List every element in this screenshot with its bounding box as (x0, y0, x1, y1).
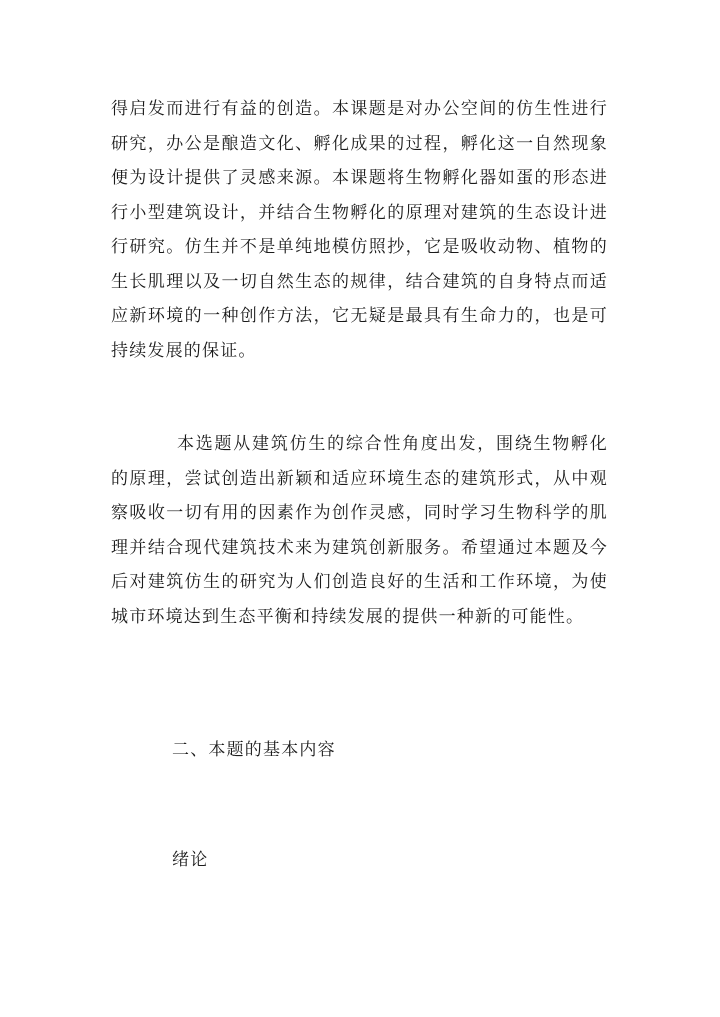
subsection-heading: 绪论 (172, 850, 209, 870)
paragraph-topic-rationale (111, 427, 608, 634)
section-heading: 二、本题的基本内容 (172, 740, 336, 760)
paragraph-text: 得启发而进行有益的创造。本课题是对办公空间的仿生性进行研究，办公是酿造文化、孵化成果的过程，孵化这一自然现象便为设计提供了灵感来源。本课题将生物孵化器如蛋的形态进行小型建筑设计，并结合生物孵化的原理对建筑的生态设计进行研究。仿生并不是单纯地模仿照抄，它是吸收动物、植物的生长肌理以及一切自然生态的规律，结合建筑的自身特点而适应新环境的一种创作方法，它无疑是最具有生命力的，也是可持续发展的保证。 (111, 99, 608, 361)
paragraph-continuation (111, 92, 608, 368)
paragraph-text: 本选题从建筑仿生的综合性角度出发，围绕生物孵化的原理，尝试创造出新颖和适应环境生态的建筑形式，从中观察吸收一切有用的因素作为创作灵感，同时学习生物科学的肌理并结合现代建筑技术来为建筑创新服务。希望通过本题及今后对建筑仿生的研究为人们创造良好的生活和工作环境，为使城市环境达到生态平衡和持续发展的提供一种新的可能性。 (111, 434, 608, 627)
